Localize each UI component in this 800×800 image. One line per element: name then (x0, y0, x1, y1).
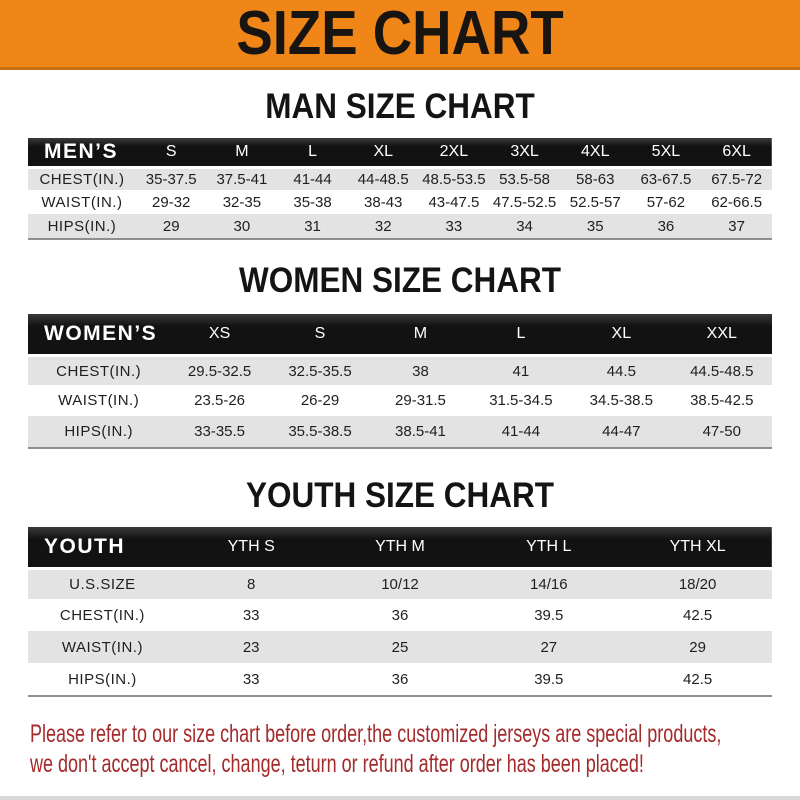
size-value-cell: 41-44 (277, 166, 348, 190)
size-value-cell: 29-31.5 (370, 385, 470, 416)
size-value-cell: 35.5-38.5 (270, 416, 370, 447)
size-value-cell: 34.5-38.5 (571, 385, 671, 416)
size-value-cell: 34 (489, 214, 560, 238)
size-table-body (28, 166, 772, 238)
size-value-cell: 62-66.5 (701, 190, 772, 214)
size-column-header: YTH S (227, 538, 275, 555)
measurement-row-label: WAIST(IN.) (28, 385, 169, 416)
size-value-cell: 35-37.5 (136, 166, 207, 190)
disclaimer-line-1: Please refer to our size chart before order,the customized jerseys are special products, (30, 720, 722, 748)
size-value-cell: 36 (326, 599, 475, 631)
measurement-row-label: HIPS(IN.) (28, 416, 169, 447)
size-column-header: L (516, 325, 526, 342)
size-header-row (28, 314, 772, 354)
size-value-cell: 47-50 (672, 416, 772, 447)
size-table-head (28, 314, 772, 354)
measurement-row (28, 214, 772, 238)
size-value-cell: 23 (177, 631, 326, 663)
size-value-cell: 32.5-35.5 (270, 354, 370, 385)
size-value-cell: 38-43 (348, 190, 419, 214)
section-title: YOUTH SIZE CHART (245, 476, 554, 515)
size-header-row (28, 138, 772, 166)
size-value-cell: 31 (277, 214, 348, 238)
size-value-cell: 41 (471, 354, 571, 385)
size-value-cell: 58-63 (560, 166, 631, 190)
size-column-header: XL (373, 143, 394, 160)
size-column-header: 2XL (439, 143, 469, 160)
size-table-body (28, 354, 772, 447)
size-column-header: 3XL (510, 143, 539, 160)
disclaimer-note (30, 719, 800, 779)
measurement-row (28, 416, 772, 447)
size-value-cell: 33 (419, 214, 490, 238)
size-value-cell: 41-44 (471, 416, 571, 447)
measurement-row-label: WAIST(IN.) (28, 631, 177, 663)
size-value-cell: 44-47 (571, 416, 671, 447)
size-value-cell: 37 (701, 214, 772, 238)
size-column-header: XL (611, 325, 632, 342)
size-column-header: 5XL (651, 143, 681, 160)
size-value-cell: 32-35 (207, 190, 278, 214)
size-value-cell: 39.5 (474, 599, 623, 631)
size-value-cell: 48.5-53.5 (419, 166, 490, 190)
size-chart-banner (0, 0, 800, 70)
size-table-body (28, 567, 772, 695)
youth-table-corner-label: YOUTH (44, 535, 125, 558)
measurement-row-label: HIPS(IN.) (28, 663, 177, 695)
size-value-cell: 52.5-57 (560, 190, 631, 214)
size-value-cell: 29 (136, 214, 207, 238)
size-value-cell: 63-67.5 (631, 166, 702, 190)
size-value-cell: 32 (348, 214, 419, 238)
size-value-cell: 44.5 (571, 354, 671, 385)
measurement-row (28, 166, 772, 190)
size-header-row (28, 527, 772, 567)
measurement-row-label: CHEST(IN.) (28, 166, 136, 190)
size-value-cell: 38.5-41 (370, 416, 470, 447)
size-value-cell: 53.5-58 (489, 166, 560, 190)
size-value-cell: 67.5-72 (701, 166, 772, 190)
size-value-cell: 38 (370, 354, 470, 385)
size-value-cell: 27 (474, 631, 623, 663)
size-column-header: 6XL (722, 143, 751, 160)
size-column-header: M (413, 325, 428, 342)
size-value-cell: 30 (207, 214, 278, 238)
youth-size-section (0, 476, 800, 697)
size-column-header: 4XL (581, 143, 610, 160)
size-value-cell: 33 (177, 663, 326, 695)
measurement-row-label: CHEST(IN.) (28, 354, 169, 385)
size-column-header: L (308, 143, 317, 160)
size-value-cell: 35-38 (277, 190, 348, 214)
size-column-header: YTH L (526, 538, 572, 555)
size-column-header: M (235, 143, 249, 160)
size-value-cell: 8 (177, 567, 326, 599)
size-table (28, 527, 772, 697)
size-value-cell: 44.5-48.5 (672, 354, 772, 385)
size-column-header: S (165, 143, 177, 160)
size-value-cell: 43-47.5 (419, 190, 490, 214)
measurement-row-label: WAIST(IN.) (28, 190, 136, 214)
size-table-head (28, 527, 772, 567)
size-column-header: S (314, 325, 326, 342)
section-title: WOMEN SIZE CHART (238, 261, 561, 300)
disclaimer-line-2: we don't accept cancel, change, teturn or refund after order has been placed! (30, 750, 644, 778)
women-table-corner-label: WOMEN’S (44, 322, 158, 345)
size-value-cell: 25 (326, 631, 475, 663)
size-value-cell: 31.5-34.5 (471, 385, 571, 416)
size-column-header: XXL (706, 325, 737, 342)
size-value-cell: 39.5 (474, 663, 623, 695)
size-value-cell: 26-29 (270, 385, 370, 416)
measurement-row-label: CHEST(IN.) (28, 599, 177, 631)
size-value-cell: 44-48.5 (348, 166, 419, 190)
size-column-header: XS (208, 325, 231, 342)
size-value-cell: 29.5-32.5 (169, 354, 269, 385)
bottom-edge-strip (0, 796, 800, 800)
size-value-cell: 29-32 (136, 190, 207, 214)
size-value-cell: 18/20 (623, 567, 772, 599)
size-table (28, 314, 772, 449)
women-size-section (0, 261, 800, 449)
size-sections (0, 87, 800, 697)
size-value-cell: 47.5-52.5 (489, 190, 560, 214)
size-value-cell: 33 (177, 599, 326, 631)
man-size-section (0, 87, 800, 240)
size-value-cell: 37.5-41 (207, 166, 278, 190)
size-value-cell: 14/16 (474, 567, 623, 599)
size-value-cell: 23.5-26 (169, 385, 269, 416)
size-value-cell: 36 (631, 214, 702, 238)
measurement-row-label: HIPS(IN.) (28, 214, 136, 238)
measurement-row (28, 354, 772, 385)
size-column-header: YTH XL (669, 538, 726, 555)
measurement-row (28, 567, 772, 599)
banner-title: SIZE CHART (236, 0, 564, 68)
size-value-cell: 36 (326, 663, 475, 695)
size-value-cell: 42.5 (623, 599, 772, 631)
measurement-row (28, 190, 772, 214)
size-value-cell: 35 (560, 214, 631, 238)
size-value-cell: 29 (623, 631, 772, 663)
measurement-row (28, 663, 772, 695)
measurement-row (28, 631, 772, 663)
measurement-row (28, 599, 772, 631)
size-value-cell: 38.5-42.5 (672, 385, 772, 416)
size-value-cell: 42.5 (623, 663, 772, 695)
measurement-row (28, 385, 772, 416)
size-table-head (28, 138, 772, 166)
size-table (28, 138, 772, 240)
size-value-cell: 33-35.5 (169, 416, 269, 447)
section-title: MAN SIZE CHART (265, 87, 535, 126)
measurement-row-label: U.S.SIZE (28, 567, 177, 599)
size-column-header: YTH M (375, 538, 425, 555)
size-value-cell: 10/12 (326, 567, 475, 599)
man-table-corner-label: MEN’S (44, 140, 119, 163)
size-value-cell: 57-62 (631, 190, 702, 214)
